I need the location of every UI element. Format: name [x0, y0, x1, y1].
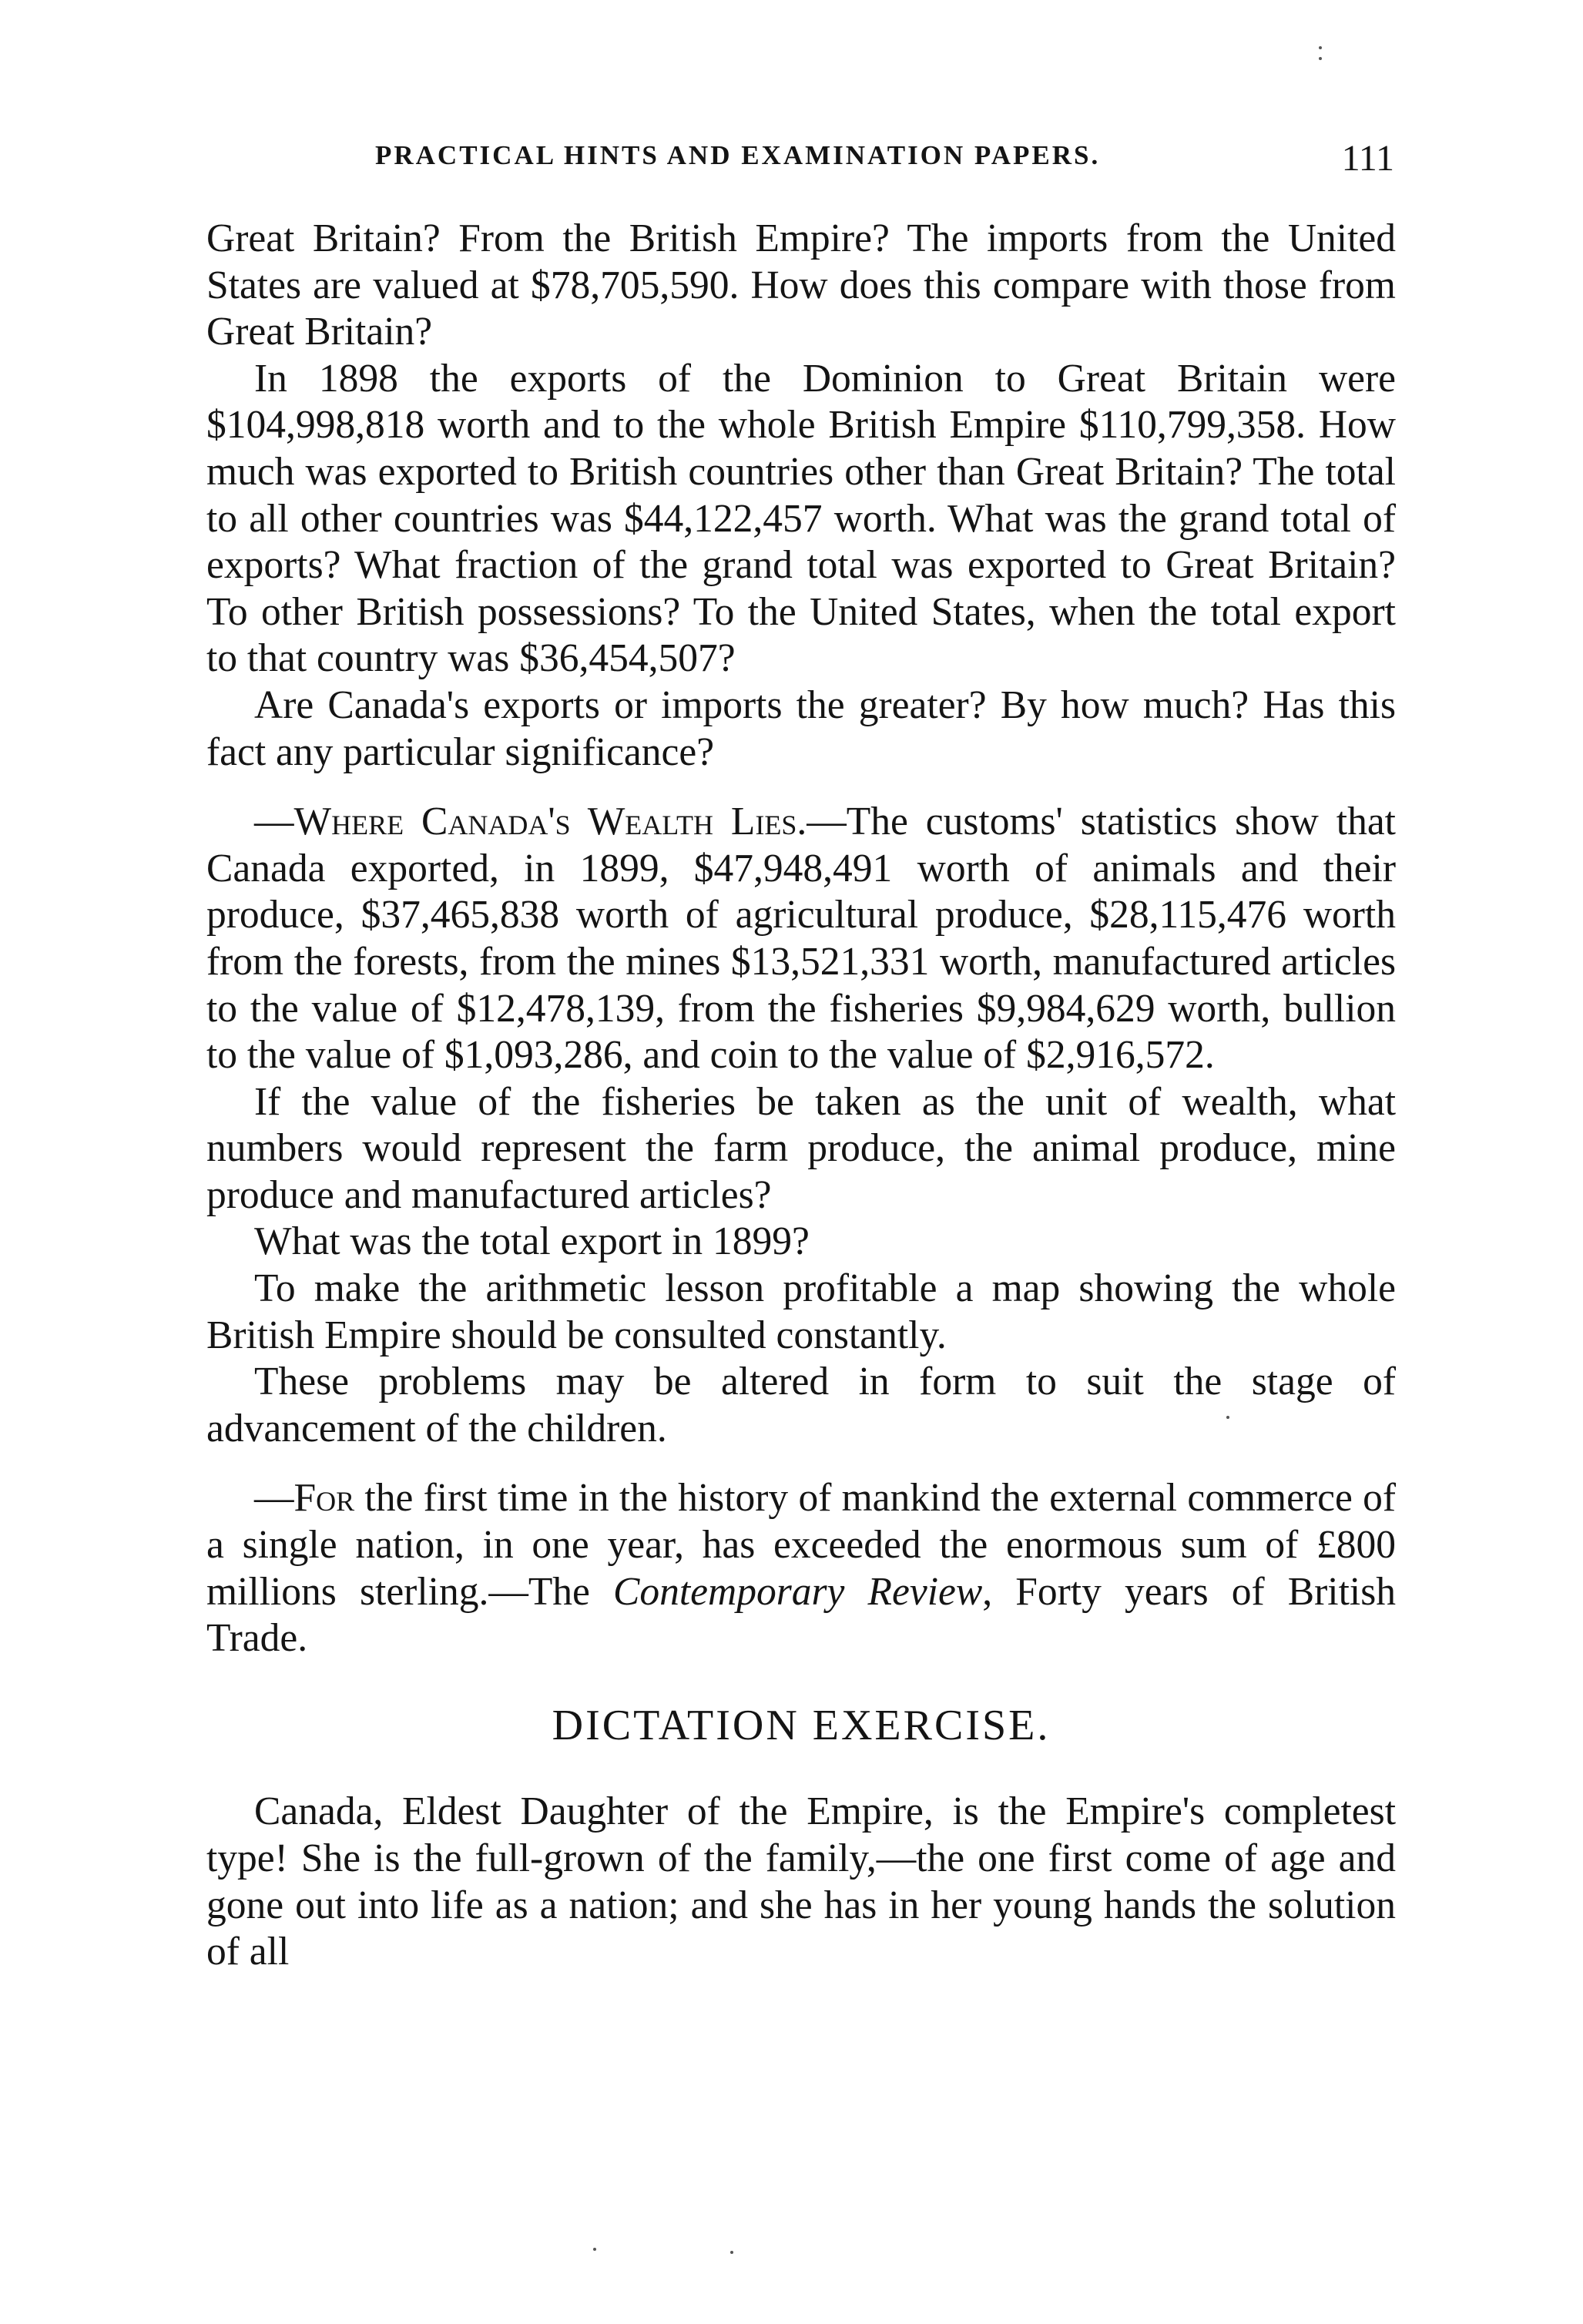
paragraph-imports-question: Great Britain? From the British Empire? The imports from the United States are valued at $78,705,590. How does this compare with those from Great Britain?: [206, 216, 1396, 354]
print-speck: [730, 2251, 733, 2254]
print-speck: [1319, 46, 1322, 49]
paragraph-total-export: What was the total export in 1899?: [254, 1219, 810, 1264]
print-speck: [593, 2248, 596, 2251]
wealth-section-lead: —Where Canada's Wealth Lies.: [254, 800, 807, 844]
body-text: [206, 216, 1396, 1976]
paragraph-exports-1898: In 1898 the exports of the Dominion to Great Britain were $104,998,818 worth and to the whole British Empire $110,799,358. How much was exported to British countries other than Great Britain? The total to all other countries was $44,122,457 worth. What was the grand total of exports? What fraction of the grand total was exported to Great Britain? To other British possessions? To the United States, when the total export to that country was $36,454,507?: [206, 356, 1396, 681]
print-speck: [1226, 1416, 1229, 1419]
page-number: 111: [1341, 138, 1394, 179]
page-header: [202, 137, 1404, 183]
source-title: Contemporary Review: [613, 1569, 983, 1614]
wealth-section-body: —The customs' statistics show that Canada exported, in 1899, $47,948,491 worth of animals and their produce, $37,465,838 worth of agricultural produce, $28,115,476 worth from the forests, from the mines $13,521,331 worth, manufactured articles to the value of $12,478,139, from the fisheries $9,984,629 worth, bullion to the value of $1,093,286, and coin to the value of $2,916,572.: [206, 800, 1396, 1078]
commerce-tail: , Forty years of British Trade.: [206, 1569, 1397, 1661]
section-heading: DICTATION EXERCISE.: [552, 1701, 1051, 1749]
running-head: PRACTICAL HINTS AND EXAMINATION PAPERS.: [375, 140, 1101, 170]
print-speck: [1319, 57, 1322, 60]
paragraph-external-commerce: [206, 1475, 1396, 1662]
commerce-lead: —For: [254, 1476, 355, 1521]
paragraph-wealth: [206, 799, 1396, 1079]
commerce-body: the first time in the history of mankind the external commerce of a single nation, in one year, has exceeded the enormous sum of £800 millions sterling.—The: [206, 1476, 1396, 1614]
paragraph-map-advice: To make the arithmetic lesson profitable a map showing the whole British Empire should be consulted constantly.: [206, 1266, 1396, 1357]
paragraph-exports-vs-imports: Are Canada's exports or imports the greater? By how much? Has this fact any particular significance?: [206, 682, 1396, 774]
paragraph-fisheries-unit: If the value of the fisheries be taken as the unit of wealth, what numbers would represent the farm produce, the animal produce, mine produce and manufactured articles?: [206, 1079, 1396, 1217]
dictation-paragraph: Canada, Eldest Daughter of the Empire, is the Empire's completest type! She is the full-grown of the family,—the one first come of age and gone out into life as a nation; and she has in her young hands the solution of all: [206, 1789, 1396, 1974]
paragraph-problems-altered: These problems may be altered in form to suit the stage of advancement of the children.: [206, 1360, 1396, 1450]
